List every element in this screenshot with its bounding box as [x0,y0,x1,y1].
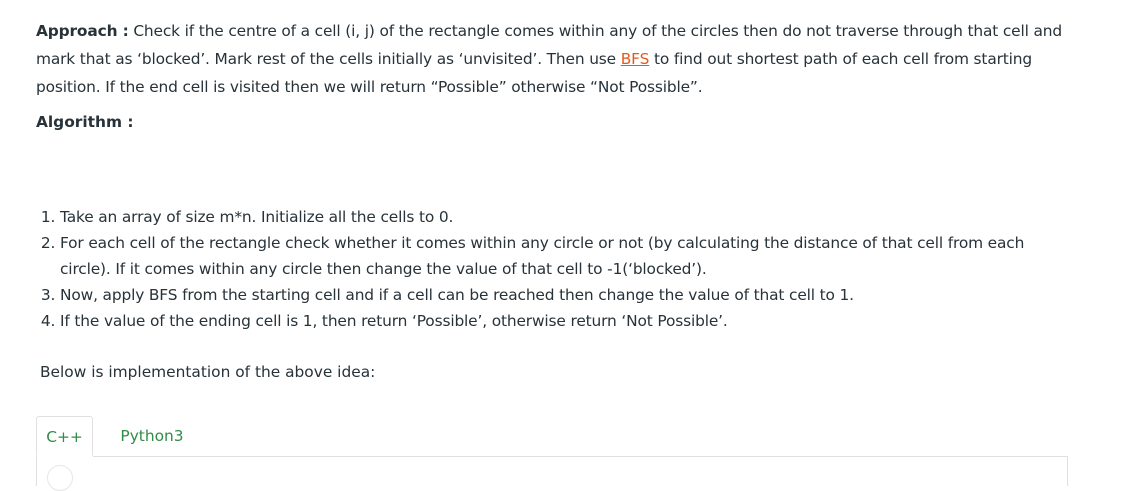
algorithm-steps [36,204,1076,334]
approach-paragraph [36,17,1076,101]
algorithm-step: 1. Take an array of size m*n. Initialize all the cells to 0. [60,204,1076,230]
code-tabs [36,416,1068,476]
algorithm-step: 4. If the value of the ending cell is 1, then return ‘Possible’, otherwise return ‘Not Possible’. [60,308,1076,334]
implementation-intro: Below is implementation of the above idea: [40,363,376,381]
code-toolbar-icon[interactable] [47,465,73,491]
tab-python3[interactable]: Python3 [120,427,184,445]
algorithm-heading: Algorithm : [36,113,134,131]
tab-cpp[interactable]: C++ [36,416,93,456]
code-panel [36,456,1068,486]
algorithm-step: 3. Now, apply BFS from the starting cell and if a cell can be reached then change the value of that cell to 1. [60,282,1076,308]
bfs-link[interactable]: BFS [620,50,650,68]
article-content [36,17,1076,334]
algorithm-step: 2. For each cell of the rectangle check whether it comes within any circle or not (by calculating the distance of that cell from each circle). If it comes within any circle then change the value of that cell to -1(‘blocked’). [60,230,1076,282]
approach-text-before-link: Check if the centre of a cell (i, j) of the rectangle comes within any of the circles then do not traverse through that cell and mark that as ‘blocked’. Mark rest of the cells initially as ‘unvisited’. Then use [36,22,1062,68]
approach-text-after-link: to find out shortest path of each cell from starting position. If the end cell is visited then we will return “Possible” otherwise “Not Possible”. [36,50,1033,96]
approach-label: Approach : [36,22,129,40]
